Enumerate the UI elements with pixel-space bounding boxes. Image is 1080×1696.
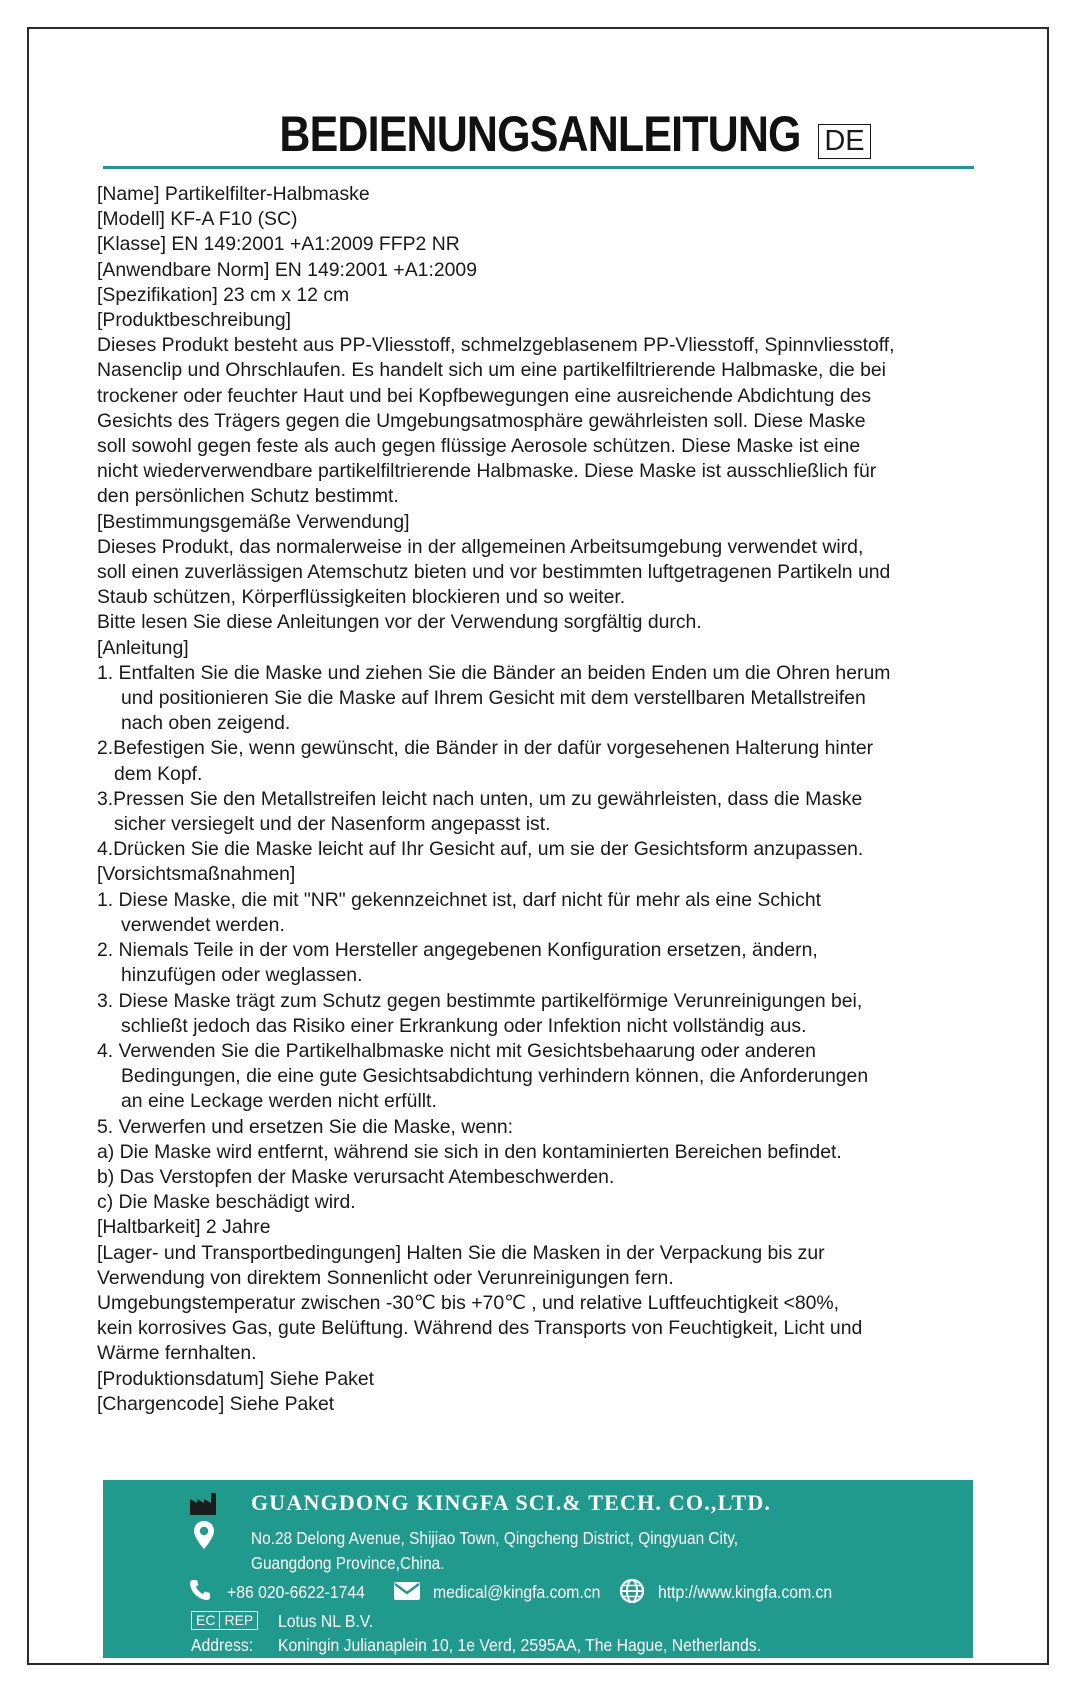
instructions-body xyxy=(97,182,997,1417)
ec-rep-symbol xyxy=(191,1611,258,1630)
list-item-continuation: verwendet werden. xyxy=(121,913,285,936)
text-line: [Lager- und Transportbedingungen] Halten Sie die Masken in der Verpackung bis zur xyxy=(97,1241,825,1264)
list-item-continuation: und positionieren Sie die Maske auf Ihrem Gesicht mit dem verstellbaren Metallstreifen xyxy=(121,687,866,710)
language-badge: DE xyxy=(818,124,871,159)
address-label: Address: xyxy=(191,1635,254,1655)
text-line: kein korrosives Gas, gute Belüftung. Während des Transports von Feuchtigkeit, Licht und xyxy=(97,1317,863,1340)
text-line: [Modell] KF-A F10 (SC) xyxy=(97,208,298,231)
text-line: Gesichts des Trägers gegen die Umgebungsatmosphäre gewährleisten soll. Diese Maske xyxy=(97,409,866,432)
text-line: den persönlichen Schutz bestimmt. xyxy=(97,485,399,508)
text-line: [Name] Partikelfilter-Halbmaske xyxy=(97,183,370,205)
list-item: a) Die Maske wird entfernt, während sie sich in den kontaminierten Bereichen befindet. xyxy=(97,1140,842,1163)
text-line: Nasenclip und Ohrschlaufen. Es handelt sich um eine partikelfiltrierende Halbmaske, die bei xyxy=(97,359,886,382)
location-pin-icon xyxy=(193,1520,215,1550)
section-heading: [Vorsichtsmaßnahmen] xyxy=(97,863,296,886)
list-item-continuation: an eine Leckage werden nicht erfüllt. xyxy=(121,1090,437,1113)
title-divider xyxy=(103,166,974,169)
text-line: Umgebungstemperatur zwischen -30℃ bis +70℃ , und relative Luftfeuchtigkeit <80%, xyxy=(97,1291,840,1314)
text-line: [Haltbarkeit] 2 Jahre xyxy=(97,1216,271,1239)
list-item-continuation: dem Kopf. xyxy=(114,762,203,785)
list-item: 1. Diese Maske, die mit "NR" gekennzeichnet ist, darf nicht für mehr als eine Schicht xyxy=(97,888,821,911)
section-heading: [Anleitung] xyxy=(97,636,189,659)
list-item: 2. Niemals Teile in der vom Hersteller angegebenen Konfiguration ersetzen, ändern, xyxy=(97,939,818,962)
text-line: soll sowohl gegen feste als auch gegen flüssige Aerosole schützen. Diese Maske ist eine xyxy=(97,435,861,458)
eu-representative-name: Lotus NL B.V. xyxy=(278,1611,374,1631)
text-line: Bitte lesen Sie diese Anleitungen vor der Verwendung sorgfältig durch. xyxy=(97,611,702,634)
email-icon xyxy=(393,1581,421,1601)
title-row xyxy=(0,105,1080,165)
list-item-continuation: sicher versiegelt und der Nasenform angepasst ist. xyxy=(114,813,551,836)
page-title: BEDIENUNGSANLEITUNG xyxy=(279,106,801,162)
address-line: No.28 Delong Avenue, Shijiao Town, Qingcheng District, Qingyuan City, xyxy=(251,1528,739,1548)
section-heading: [Produktbeschreibung] xyxy=(97,309,292,332)
globe-icon xyxy=(619,1578,645,1604)
text-line: [Spezifikation] 23 cm x 12 cm xyxy=(97,283,350,306)
list-item: 4. Verwenden Sie die Partikelhalbmaske nicht mit Gesichtsbehaarung oder anderen xyxy=(97,1039,816,1062)
text-line: Dieses Produkt besteht aus PP-Vliesstoff, schmelzgeblasenem PP-Vliesstoff, Spinnvliesstoff, xyxy=(97,334,895,357)
text-line: trockener oder feuchter Haut und bei Kopfbewegungen eine ausreichende Abdichtung des xyxy=(97,384,872,407)
company-name: GUANGDONG KINGFA SCI.& TECH. CO.,LTD. xyxy=(251,1490,772,1515)
text-line: Verwendung von direktem Sonnenlicht oder Verunreinigungen fern. xyxy=(97,1266,674,1289)
text-line: soll einen zuverlässigen Atemschutz bieten und vor bestimmten luftgetragenen Partikeln und xyxy=(97,561,891,584)
address-line: Guangdong Province,China. xyxy=(251,1553,445,1573)
text-line: [Produktionsdatum] Siehe Paket xyxy=(97,1367,375,1390)
text-line: Staub schützen, Körperflüssigkeiten blockieren und so weiter. xyxy=(97,586,626,609)
ec-label: EC xyxy=(191,1611,220,1630)
text-line: [Klasse] EN 149:2001 +A1:2009 FFP2 NR xyxy=(97,233,460,256)
list-item-continuation: hinzufügen oder weglassen. xyxy=(121,964,363,987)
list-item: 1. Entfalten Sie die Maske und ziehen Sie die Bänder an beiden Enden um die Ohren herum xyxy=(97,661,891,684)
phone-icon xyxy=(188,1578,212,1602)
list-item: 4.Drücken Sie die Maske leicht auf Ihr Gesicht auf, um sie der Gesichtsform anzupassen. xyxy=(97,838,864,861)
list-item: 3.Pressen Sie den Metallstreifen leicht nach unten, um zu gewährleisten, dass die Maske xyxy=(97,787,863,810)
list-item: b) Das Verstopfen der Maske verursacht Atembeschwerden. xyxy=(97,1165,615,1188)
text-line: Wärme fernhalten. xyxy=(97,1342,257,1365)
email-link[interactable]: medical@kingfa.com.cn xyxy=(433,1582,601,1602)
list-item-continuation: nach oben zeigend. xyxy=(121,712,291,735)
list-item-continuation: schließt jedoch das Risiko einer Erkrankung oder Infektion nicht vollständig aus. xyxy=(121,1014,807,1037)
company-footer xyxy=(103,1480,973,1658)
list-item: 5. Verwerfen und ersetzen Sie die Maske, wenn: xyxy=(97,1115,514,1138)
rep-label: REP xyxy=(220,1611,258,1630)
factory-icon xyxy=(189,1492,217,1516)
website-link[interactable]: http://www.kingfa.com.cn xyxy=(658,1582,833,1602)
company-address xyxy=(251,1526,738,1576)
list-item: 2.Befestigen Sie, wenn gewünscht, die Bänder in der dafür vorgesehenen Halterung hinter xyxy=(97,737,874,760)
text-line: [Chargencode] Siehe Paket xyxy=(97,1392,335,1415)
text-line: Dieses Produkt, das normalerweise in der allgemeinen Arbeitsumgebung verwendet wird, xyxy=(97,535,864,558)
list-item: c) Die Maske beschädigt wird. xyxy=(97,1191,356,1214)
text-line: [Anwendbare Norm] EN 149:2001 +A1:2009 xyxy=(97,258,477,281)
text-line: nicht wiederverwendbare partikelfiltrierende Halbmaske. Diese Maske ist ausschließlich für xyxy=(97,460,877,483)
list-item-continuation: Bedingungen, die eine gute Gesichtsabdichtung verhindern können, die Anforderungen xyxy=(121,1065,869,1088)
section-heading: [Bestimmungsgemäße Verwendung] xyxy=(97,510,410,533)
eu-representative-address: Koningin Julianaplein 10, 1e Verd, 2595AA, The Hague, Netherlands. xyxy=(278,1635,762,1655)
list-item: 3. Diese Maske trägt zum Schutz gegen bestimmte partikelförmige Verunreinigungen bei, xyxy=(97,989,863,1012)
phone-number: +86 020-6622-1744 xyxy=(227,1582,365,1602)
